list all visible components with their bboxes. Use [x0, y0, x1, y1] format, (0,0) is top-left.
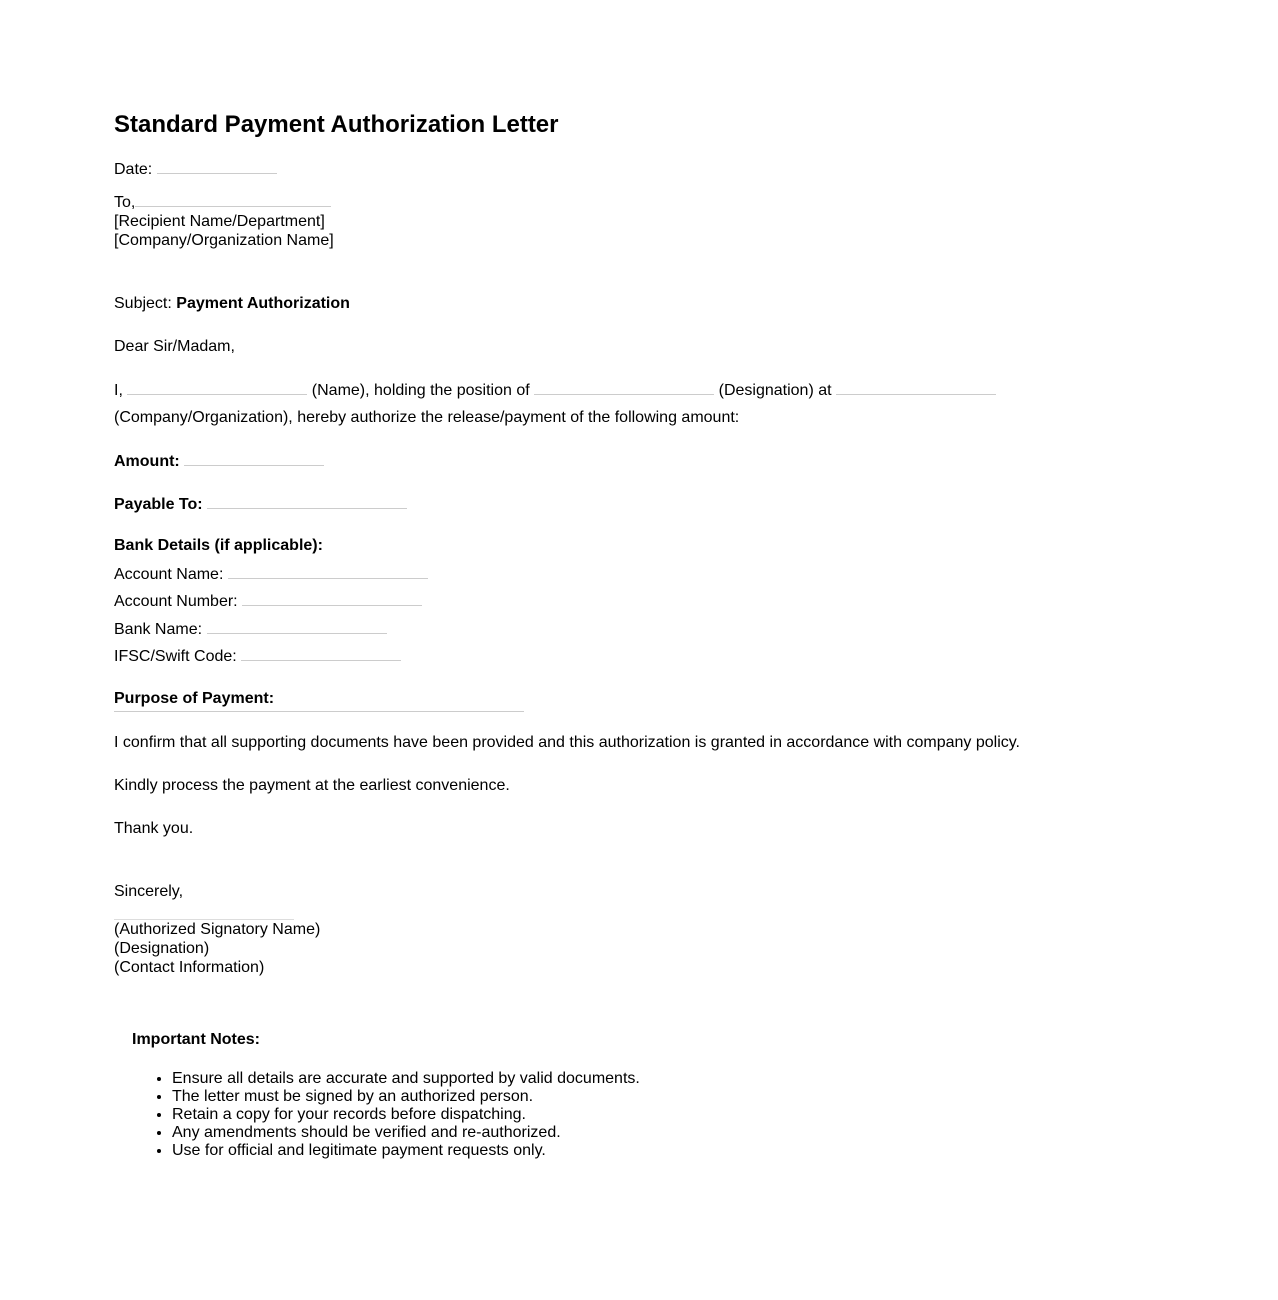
- bank-name-blank-line: [207, 619, 387, 634]
- date-label: Date:: [114, 161, 153, 178]
- letter: [114, 111, 1114, 1159]
- list-item: • Ensure all details are accurate and supported by valid documents.: [172, 1070, 640, 1088]
- date-blank-line: [157, 159, 277, 174]
- confirm-paragraph: I confirm that all supporting documents have been provided and this authorization is granted in accordance with company policy.: [114, 734, 1020, 751]
- amount-row: [114, 451, 324, 471]
- name-hint: (Name), holding the position of: [311, 382, 530, 399]
- page-title: Standard Payment Authorization Letter: [114, 111, 559, 138]
- recipient-block: [114, 193, 334, 250]
- signature-line: [114, 907, 294, 920]
- to-label: To,: [114, 194, 136, 211]
- payable-row: [114, 494, 407, 514]
- purpose-blank-line: [114, 711, 524, 712]
- bank-heading: Bank Details (if applicable):: [114, 537, 323, 554]
- recipient-blank-line: [135, 196, 331, 207]
- purpose-row: [114, 689, 274, 708]
- name-blank-line: [127, 380, 307, 395]
- account-name-row: [114, 564, 428, 584]
- company-name: [Company/Organization Name]: [114, 232, 334, 249]
- amount-label: Amount:: [114, 453, 180, 470]
- bank-name-row: [114, 619, 387, 639]
- payable-label: Payable To:: [114, 496, 203, 513]
- salutation: Dear Sir/Madam,: [114, 338, 235, 355]
- company-hint: (Company/Organization), hereby authorize the release/payment of the following amount:: [114, 409, 740, 426]
- account-number-row: [114, 591, 422, 611]
- signature-block: [114, 907, 320, 977]
- to-label-row: [114, 193, 334, 212]
- important-notes: [132, 1031, 640, 1160]
- recipient-name: [Recipient Name/Department]: [114, 213, 325, 230]
- account-name-blank-line: [228, 564, 428, 579]
- signatory-designation: (Designation): [114, 940, 210, 957]
- closing: Sincerely,: [114, 883, 184, 900]
- list-item: • The letter must be signed by an authorized person.: [172, 1088, 640, 1106]
- amount-blank-line: [184, 451, 324, 466]
- ifsc-label: IFSC/Swift Code:: [114, 648, 237, 665]
- company-blank-line: [836, 380, 996, 395]
- account-name-label: Account Name:: [114, 566, 224, 583]
- purpose-label: Purpose of Payment:: [114, 690, 275, 707]
- notes-list: [132, 1070, 640, 1160]
- account-number-label: Account Number:: [114, 593, 238, 610]
- list-item: • Use for official and legitimate payment requests only.: [172, 1142, 640, 1160]
- intro-prefix: I,: [114, 382, 123, 399]
- account-number-blank-line: [242, 591, 422, 606]
- date-row: [114, 159, 277, 179]
- ifsc-blank-line: [241, 646, 401, 661]
- list-item: • Any amendments should be verified and re-authorized.: [172, 1124, 640, 1142]
- designation-blank-line: [534, 380, 714, 395]
- list-item: • Retain a copy for your records before dispatching.: [172, 1106, 640, 1124]
- subject-row: [114, 294, 350, 313]
- thanks-paragraph: Thank you.: [114, 820, 194, 837]
- subject-value: Payment Authorization: [176, 295, 350, 312]
- bank-name-label: Bank Name:: [114, 621, 203, 638]
- designation-hint: (Designation) at: [718, 382, 832, 399]
- payable-blank-line: [207, 494, 407, 509]
- subject-label: Subject:: [114, 295, 172, 312]
- ifsc-row: [114, 646, 401, 666]
- notes-title: Important Notes:: [132, 1031, 260, 1048]
- kindly-paragraph: Kindly process the payment at the earliest convenience.: [114, 777, 510, 794]
- signatory-name: (Authorized Signatory Name): [114, 921, 321, 938]
- intro-paragraph: [114, 377, 1114, 431]
- signatory-contact: (Contact Information): [114, 959, 265, 976]
